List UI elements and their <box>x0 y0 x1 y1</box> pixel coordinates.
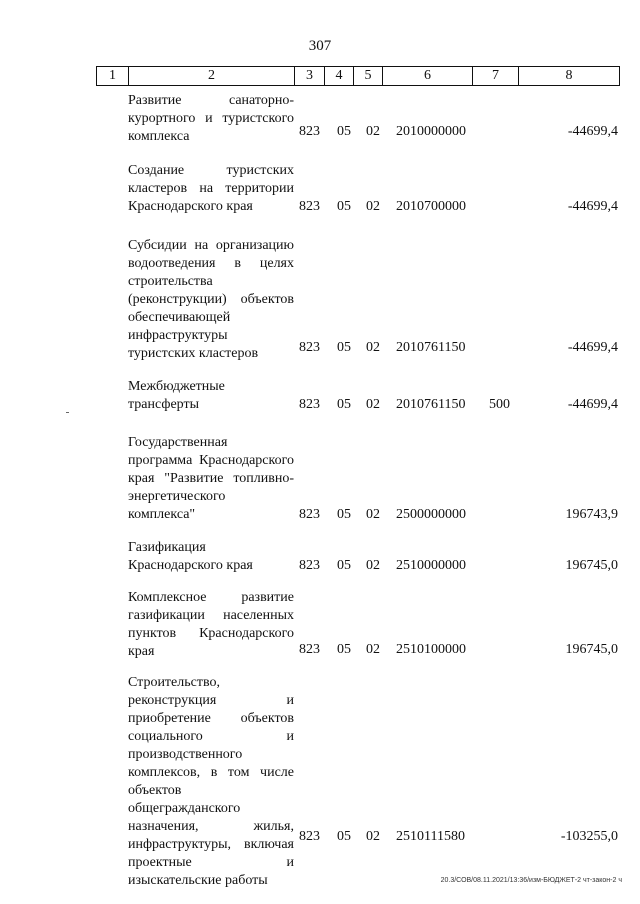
row-col-8: -44699,4 <box>567 340 618 355</box>
row-col-3: 823 <box>299 558 320 573</box>
row-col-6: 2010761150 <box>396 397 466 412</box>
row-col-6: 2510000000 <box>396 558 466 573</box>
row-col-3: 823 <box>299 397 320 412</box>
header-col-7: 7 <box>473 67 519 85</box>
row-description: Комплексное развитие газификации населенных пунктов Краснодарского края <box>128 590 294 659</box>
row-col-5: 02 <box>366 829 380 844</box>
header-col-2: 2 <box>129 67 295 85</box>
header-col-8: 8 <box>565 68 573 83</box>
row-col-6: 2500000000 <box>396 507 466 522</box>
header-col-4: 4 <box>325 67 354 85</box>
row-col-6: 2510100000 <box>396 642 466 657</box>
row-col-5: 02 <box>366 124 380 139</box>
row-description: Газификация Краснодарского края <box>128 540 253 573</box>
row-description: Межбюджетные трансферты <box>128 379 225 412</box>
header-col-3: 3 <box>295 67 325 85</box>
page-number: 307 <box>308 38 332 54</box>
row-col-5: 02 <box>366 397 380 412</box>
row-col-8: -103255,0 <box>560 829 618 844</box>
row-col-4: 05 <box>337 558 351 573</box>
row-col-3: 823 <box>299 340 320 355</box>
row-col-4: 05 <box>337 642 351 657</box>
row-col-8: -44699,4 <box>567 124 618 139</box>
row-col-6: 2510111580 <box>396 829 465 844</box>
row-col-5: 02 <box>366 340 380 355</box>
scan-mark <box>66 412 69 413</box>
row-description: Развитие санаторно-курортного и туристского комплекса <box>128 93 294 144</box>
row-col-8: 196745,0 <box>565 642 618 657</box>
row-col-7: 500 <box>489 397 510 412</box>
row-col-4: 05 <box>337 397 351 412</box>
row-col-8: 196743,9 <box>565 507 618 522</box>
row-col-4: 05 <box>337 340 351 355</box>
row-col-4: 05 <box>337 199 351 214</box>
header-col-6: 6 <box>383 67 473 85</box>
row-col-3: 823 <box>299 199 320 214</box>
table-header <box>96 66 620 86</box>
row-col-6: 2010761150 <box>396 340 466 355</box>
row-col-5: 02 <box>366 507 380 522</box>
row-col-5: 02 <box>366 642 380 657</box>
row-description: Субсидии на организацию водоотведения в целях строительства (реконструкции) объектов обеспечивающей инфраструктуры туристских кластеров <box>128 238 294 361</box>
row-col-8: -44699,4 <box>567 199 618 214</box>
row-description: Государственная программа Краснодарского края "Развитие топливно-энергетического комплекса" <box>128 435 294 522</box>
row-col-6: 2010700000 <box>396 199 466 214</box>
row-col-5: 02 <box>366 199 380 214</box>
row-description: Создание туристских кластеров на территории Краснодарского края <box>128 163 294 214</box>
row-col-3: 823 <box>299 642 320 657</box>
header-col-1: 1 <box>97 67 129 85</box>
row-col-5: 02 <box>366 558 380 573</box>
header-col-5: 5 <box>354 67 383 85</box>
row-col-4: 05 <box>337 507 351 522</box>
footer-stamp: 20.3/СОВ/08.11.2021/13:36/изм-БЮДЖЕТ-2 чт-закон-2 ч <box>440 877 622 884</box>
row-col-3: 823 <box>299 124 320 139</box>
row-col-4: 05 <box>337 829 351 844</box>
row-col-6: 2010000000 <box>396 124 466 139</box>
row-col-4: 05 <box>337 124 351 139</box>
row-col-3: 823 <box>299 507 320 522</box>
row-col-8: -44699,4 <box>567 397 618 412</box>
row-col-3: 823 <box>299 829 320 844</box>
row-description: Строительство, реконструкция и приобретение объектов социального и производственного комплексов, в том числе объектов общегражданского назначения, жилья, инфраструктуры, включая проектные и изыскательские работы <box>128 675 294 888</box>
row-col-8: 196745,0 <box>565 558 618 573</box>
